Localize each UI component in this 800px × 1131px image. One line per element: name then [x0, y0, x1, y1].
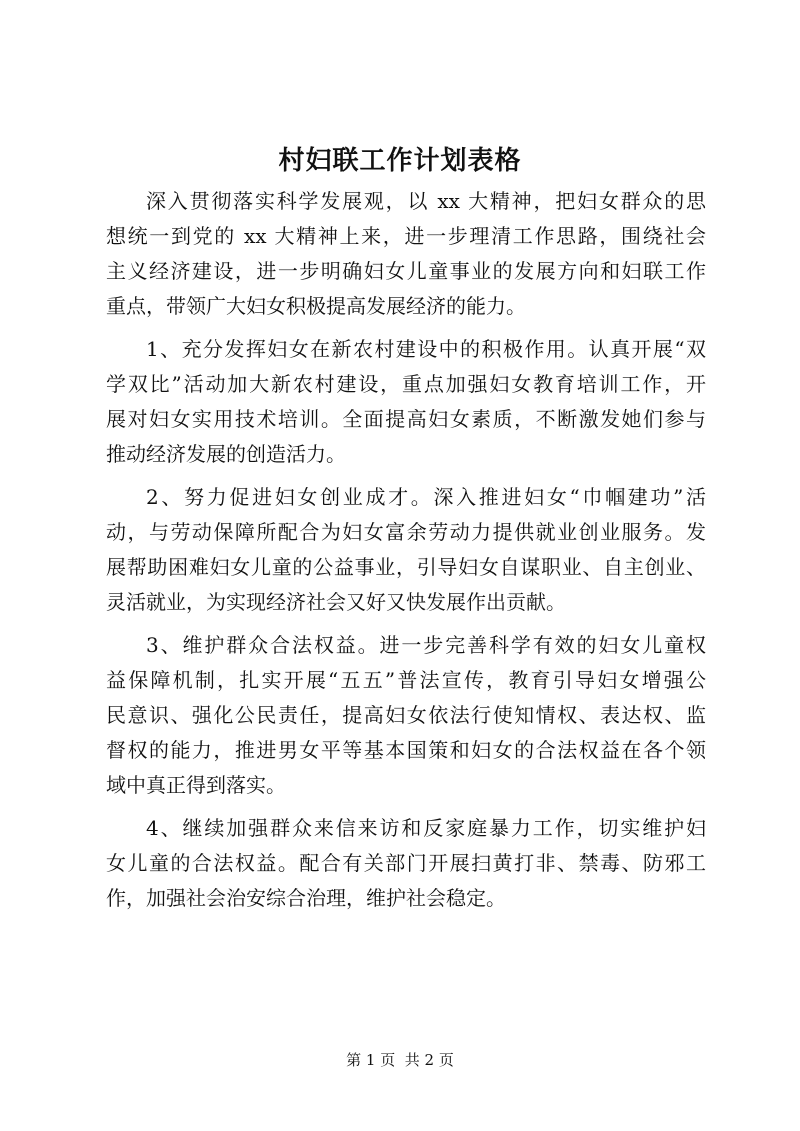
paragraph-line: 女儿童的合法权益。配合有关部门开展扫黄打非、禁毒、防邪工	[106, 851, 706, 875]
paragraph-item-1	[106, 332, 706, 472]
paragraph-line: 展帮助困难妇女儿童的公益事业，引导妇女自谋职业、自主创业、	[106, 555, 706, 579]
paragraph-line: 益保障机制，扎实开展“五五”普法宣传，教育引导妇女增强公	[106, 668, 706, 692]
paragraph-line: 作，加强社会治安综合治理，维护社会稳定。	[106, 886, 506, 910]
paragraph-line: 重点，带领广大妇女积极提高发展经济的能力。	[106, 294, 526, 318]
paragraph-line: 4、继续加强群众来信来访和反家庭暴力工作，切实维护妇	[146, 816, 706, 840]
paragraph-line: 民意识、强化公民责任，提高妇女依法行使知情权、表达权、监	[106, 703, 706, 727]
document-title: 村妇联工作计划表格	[278, 146, 522, 176]
paragraph-line: 1、充分发挥妇女在新农村建设中的积极作用。认真开展“双	[146, 337, 706, 361]
paragraph-line: 学双比”活动加大新农村建设，重点加强妇女教育培训工作，开	[106, 372, 706, 396]
page-footer	[0, 1049, 800, 1070]
paragraph-line: 主义经济建设，进一步明确妇女儿童事业的发展方向和妇联工作	[106, 259, 706, 283]
paragraph-item-3	[106, 628, 706, 803]
paragraph-line: 动，与劳动保障所配合为妇女富余劳动力提供就业创业服务。发	[106, 520, 706, 544]
paragraph-line: 3、维护群众合法权益。进一步完善科学有效的妇女儿童权	[146, 633, 706, 657]
page-number-info: 第 1 页 共 2 页	[346, 1051, 454, 1069]
paragraph-line: 2、努力促进妇女创业成才。深入推进妇女“巾帼建功”活	[146, 485, 706, 509]
paragraph-line: 深入贯彻落实科学发展观，以 xx 大精神，把妇女群众的思	[146, 189, 706, 213]
paragraph-line: 督权的能力，推进男女平等基本国策和妇女的合法权益在各个领	[106, 738, 706, 762]
paragraph-item-4	[106, 811, 706, 916]
paragraph-item-2	[106, 480, 706, 620]
paragraph-intro	[106, 184, 706, 324]
document-body	[106, 184, 706, 924]
paragraph-line: 推动经济发展的创造活力。	[106, 442, 346, 466]
paragraph-line: 想统一到党的 xx 大精神上来，进一步理清工作思路，围绕社会	[106, 224, 706, 248]
paragraph-line: 域中真正得到落实。	[106, 773, 286, 797]
paragraph-line: 展对妇女实用技术培训。全面提高妇女素质，不断激发她们参与	[106, 407, 706, 431]
paragraph-line: 灵活就业，为实现经济社会又好又快发展作出贡献。	[106, 590, 566, 614]
